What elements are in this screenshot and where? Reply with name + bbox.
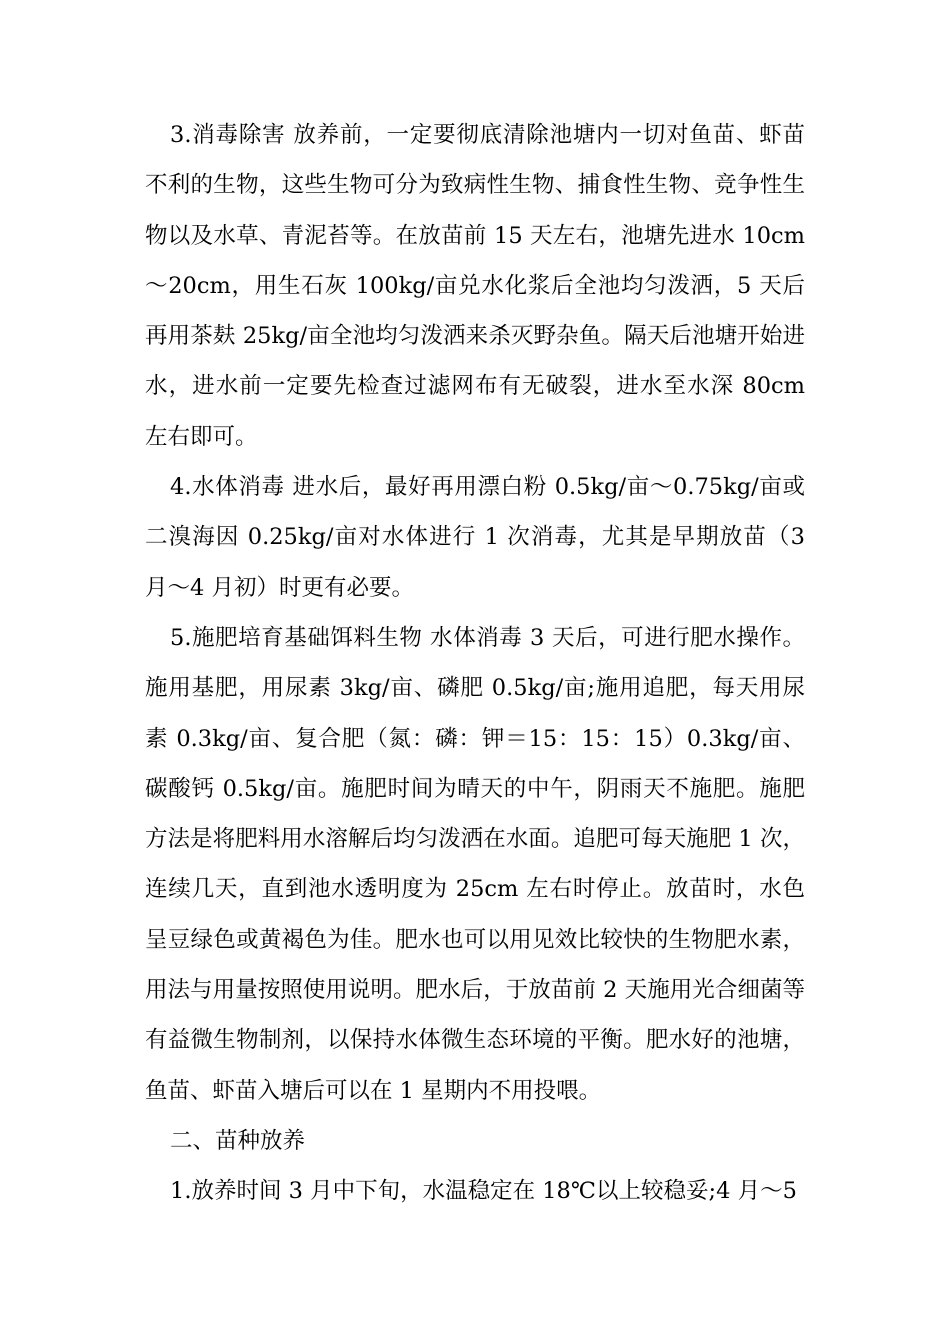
paragraph-stocking-time: 1.放养时间 3 月中下旬，水温稳定在 18℃以上较稳妥;4 月～5 bbox=[170, 1178, 797, 1205]
paragraph-fertilization: 5.施肥培育基础饵料生物 水体消毒 3 天后，可进行肥水操作。施用基肥，用尿素 3kg/亩、磷肥 0.5kg/亩;施用追肥，每天用尿素 0.3kg/亩、复合肥（氮：磷：钾＝15：15：15）0.3kg/亩、碳酸钙 0.5kg/亩。施肥时间为晴天的中午，阴雨天不施肥。施肥方法是将肥料用水溶解后均匀泼洒在水面。追肥可每天施肥 1 次，连续几天，直到池水透明度为 25cm 左右时停止。放苗时，水色呈豆绿色或黄褐色为佳。肥水也可以用见效比较快的生物肥水素，用法与用量按照使用说明。肥水后，于放苗前 2 天施用光合细菌等有益微生物制剂，以保持水体微生态环境的平衡。肥水好的池塘，鱼苗、虾苗入塘后可以在 1 星期内不用投喂。 bbox=[145, 624, 805, 1104]
paragraph-disinfection-pest-removal: 3.消毒除害 放养前，一定要彻底清除池塘内一切对鱼苗、虾苗不利的生物，这些生物可分为致病性生物、捕食性生物、竞争性生物以及水草、青泥苔等。在放苗前 15 天左右，池塘先进水 10cm～20cm，用生石灰 100kg/亩兑水化浆后全池均匀泼洒，5 天后再用茶麸 25kg/亩全池均匀泼洒来杀灭野杂鱼。隔天后池塘开始进水，进水前一定要先检查过滤网布有无破裂，进水至水深 80cm 左右即可。 bbox=[145, 122, 805, 450]
section-heading-fry-stocking: 二、苗种放养 bbox=[170, 1127, 306, 1154]
document-body bbox=[145, 110, 805, 1217]
paragraph-water-disinfection: 4.水体消毒 进水后，最好再用漂白粉 0.5kg/亩～0.75kg/亩或二溴海因 0.25kg/亩对水体进行 1 次消毒，尤其是早期放苗（3 月～4 月初）时更有必要。 bbox=[145, 474, 805, 601]
